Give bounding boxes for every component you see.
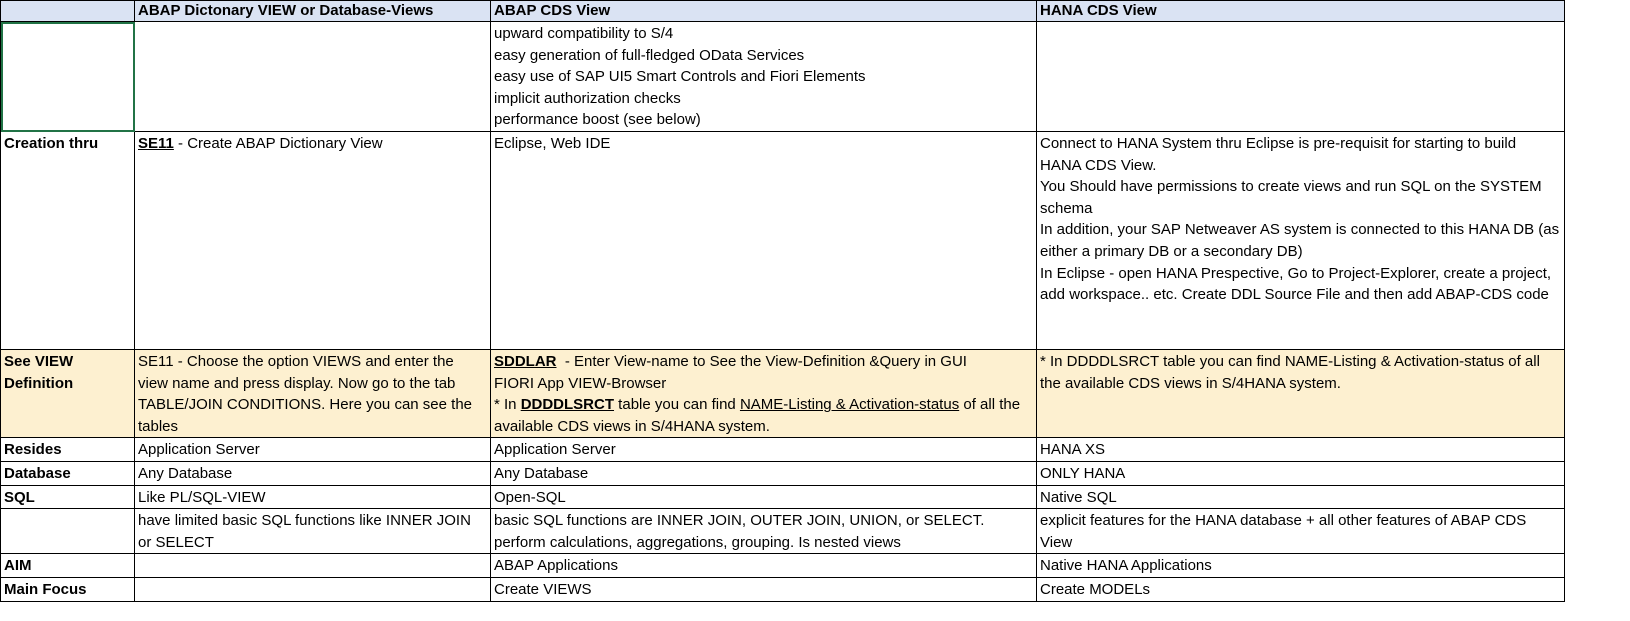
see-view-abap-text: * In: [494, 396, 521, 414]
table-row: [1, 554, 1565, 578]
functions-dict-cell[interactable]: have limited basic SQL functions like INNER JOIN or SELECT: [135, 509, 491, 554]
row-label-aim[interactable]: AIM: [1, 554, 135, 578]
benefit-line: easy use of SAP UI5 Smart Controls and Fiori Elements: [494, 68, 866, 86]
creation-dict-cell[interactable]: [135, 132, 491, 350]
benefits-dict-cell[interactable]: [135, 22, 491, 132]
benefits-hana-cell[interactable]: [1037, 22, 1565, 132]
focus-dict-cell[interactable]: [135, 577, 491, 601]
see-view-abap-text: table you can find: [614, 396, 740, 414]
focus-hana-cell[interactable]: Create MODELs: [1037, 577, 1565, 601]
row-label-see-view[interactable]: See VIEW Definition: [1, 350, 135, 438]
focus-abap-cds-cell[interactable]: Create VIEWS: [491, 577, 1037, 601]
hana-creation-line: In addition, your SAP Netweaver AS system is connected to this HANA DB (as either a primary DB or a secondary DB): [1040, 221, 1560, 260]
see-view-row: [1, 350, 1565, 438]
benefits-abap-cds-cell[interactable]: [491, 22, 1037, 132]
resides-dict-cell[interactable]: Application Server: [135, 438, 491, 462]
see-view-dict-cell[interactable]: SE11 - Choose the option VIEWS and enter the view name and press display. Now go to the tab TABLE/JOIN CONDITIONS. Here you can see the tables: [135, 350, 491, 438]
hana-creation-line: Connect to HANA System thru Eclipse is pre-requisit for starting to build HANA CDS View.: [1040, 135, 1517, 174]
resides-hana-cell[interactable]: HANA XS: [1037, 438, 1565, 462]
functions-abap-line: perform calculations, aggregations, grouping. Is nested views: [494, 533, 901, 551]
see-view-abap-line-2: FIORI App VIEW-Browser: [494, 374, 667, 392]
table-row: [1, 438, 1565, 462]
see-view-abap-text: - Enter View-name to See the View-Definition &Query in GUI: [556, 353, 967, 370]
sql-hana-cell[interactable]: Native SQL: [1037, 485, 1565, 509]
aim-dict-cell[interactable]: [135, 554, 491, 578]
table-row: [1, 485, 1565, 509]
see-view-abap-text: of all the available CDS views in S/4HANA system.: [494, 396, 1021, 435]
row-label-functions[interactable]: [1, 509, 135, 554]
row-label-main-focus[interactable]: Main Focus: [1, 577, 135, 601]
functions-hana-cell[interactable]: explicit features for the HANA database + all other features of ABAP CDS View: [1037, 509, 1565, 554]
see-view-abap-line-1: [494, 351, 1033, 373]
se11-keyword: SE11: [138, 135, 174, 152]
name-listing-underlined: NAME-Listing & Activation-status: [739, 396, 960, 414]
creation-row: [1, 132, 1565, 350]
sql-abap-cds-cell[interactable]: Open-SQL: [491, 485, 1037, 509]
table-row: [1, 577, 1565, 601]
resides-abap-cds-cell[interactable]: Application Server: [491, 438, 1037, 462]
header-cell-hana-cds[interactable]: HANA CDS View: [1037, 1, 1565, 22]
database-hana-cell[interactable]: ONLY HANA: [1037, 461, 1565, 485]
ddddlsrct-keyword: DDDDLSRCT: [520, 396, 615, 414]
benefits-row: [1, 22, 1565, 132]
database-dict-cell[interactable]: Any Database: [135, 461, 491, 485]
header-cell-abap-dictionary[interactable]: ABAP Dictonary VIEW or Database-Views: [135, 1, 491, 22]
row-label-creation[interactable]: Creation thru: [1, 132, 135, 350]
functions-row: [1, 509, 1565, 554]
header-cell-abap-cds[interactable]: ABAP CDS View: [491, 1, 1037, 22]
creation-dict-text: - Create ABAP Dictionary View: [173, 135, 383, 152]
functions-abap-line: basic SQL functions are INNER JOIN, OUTER JOIN, UNION, or SELECT.: [494, 512, 985, 530]
row-label-resides[interactable]: Resides: [1, 438, 135, 462]
benefit-line: implicit authorization checks: [494, 89, 681, 107]
database-abap-cds-cell[interactable]: Any Database: [491, 461, 1037, 485]
see-view-abap-cds-cell[interactable]: [491, 350, 1037, 438]
sql-dict-cell[interactable]: Like PL/SQL-VIEW: [135, 485, 491, 509]
aim-hana-cell[interactable]: Native HANA Applications: [1037, 554, 1565, 578]
see-view-hana-cell[interactable]: * In DDDDLSRCT table you can find NAME-Listing & Activation-status of all the available CDS views in S/4HANA system.: [1037, 350, 1565, 438]
creation-hana-cell[interactable]: [1037, 132, 1565, 350]
header-cell-blank[interactable]: [1, 1, 135, 22]
benefit-line: easy generation of full-fledged OData Services: [494, 46, 805, 64]
see-view-abap-line-3: [494, 394, 1033, 437]
creation-abap-cds-cell[interactable]: Eclipse, Web IDE: [491, 132, 1037, 350]
row-label-database[interactable]: Database: [1, 461, 135, 485]
hana-creation-line: You Should have permissions to create views and run SQL on the SYSTEM schema: [1040, 178, 1542, 217]
selected-cell[interactable]: [1, 22, 135, 132]
hana-creation-line: In Eclipse - open HANA Prespective, Go to Project-Explorer, create a project, add workspace.. etc. Create DDL Source File and then add ABAP-CDS code: [1040, 264, 1552, 304]
benefit-line: upward compatibility to S/4: [494, 25, 674, 42]
row-label-sql[interactable]: SQL: [1, 485, 135, 509]
benefit-line: performance boost (see below): [494, 111, 701, 129]
header-row: [1, 1, 1565, 22]
sddlar-keyword: SDDLAR: [494, 353, 557, 370]
functions-abap-cds-cell[interactable]: [491, 509, 1037, 554]
aim-abap-cds-cell[interactable]: ABAP Applications: [491, 554, 1037, 578]
table-row: [1, 461, 1565, 485]
